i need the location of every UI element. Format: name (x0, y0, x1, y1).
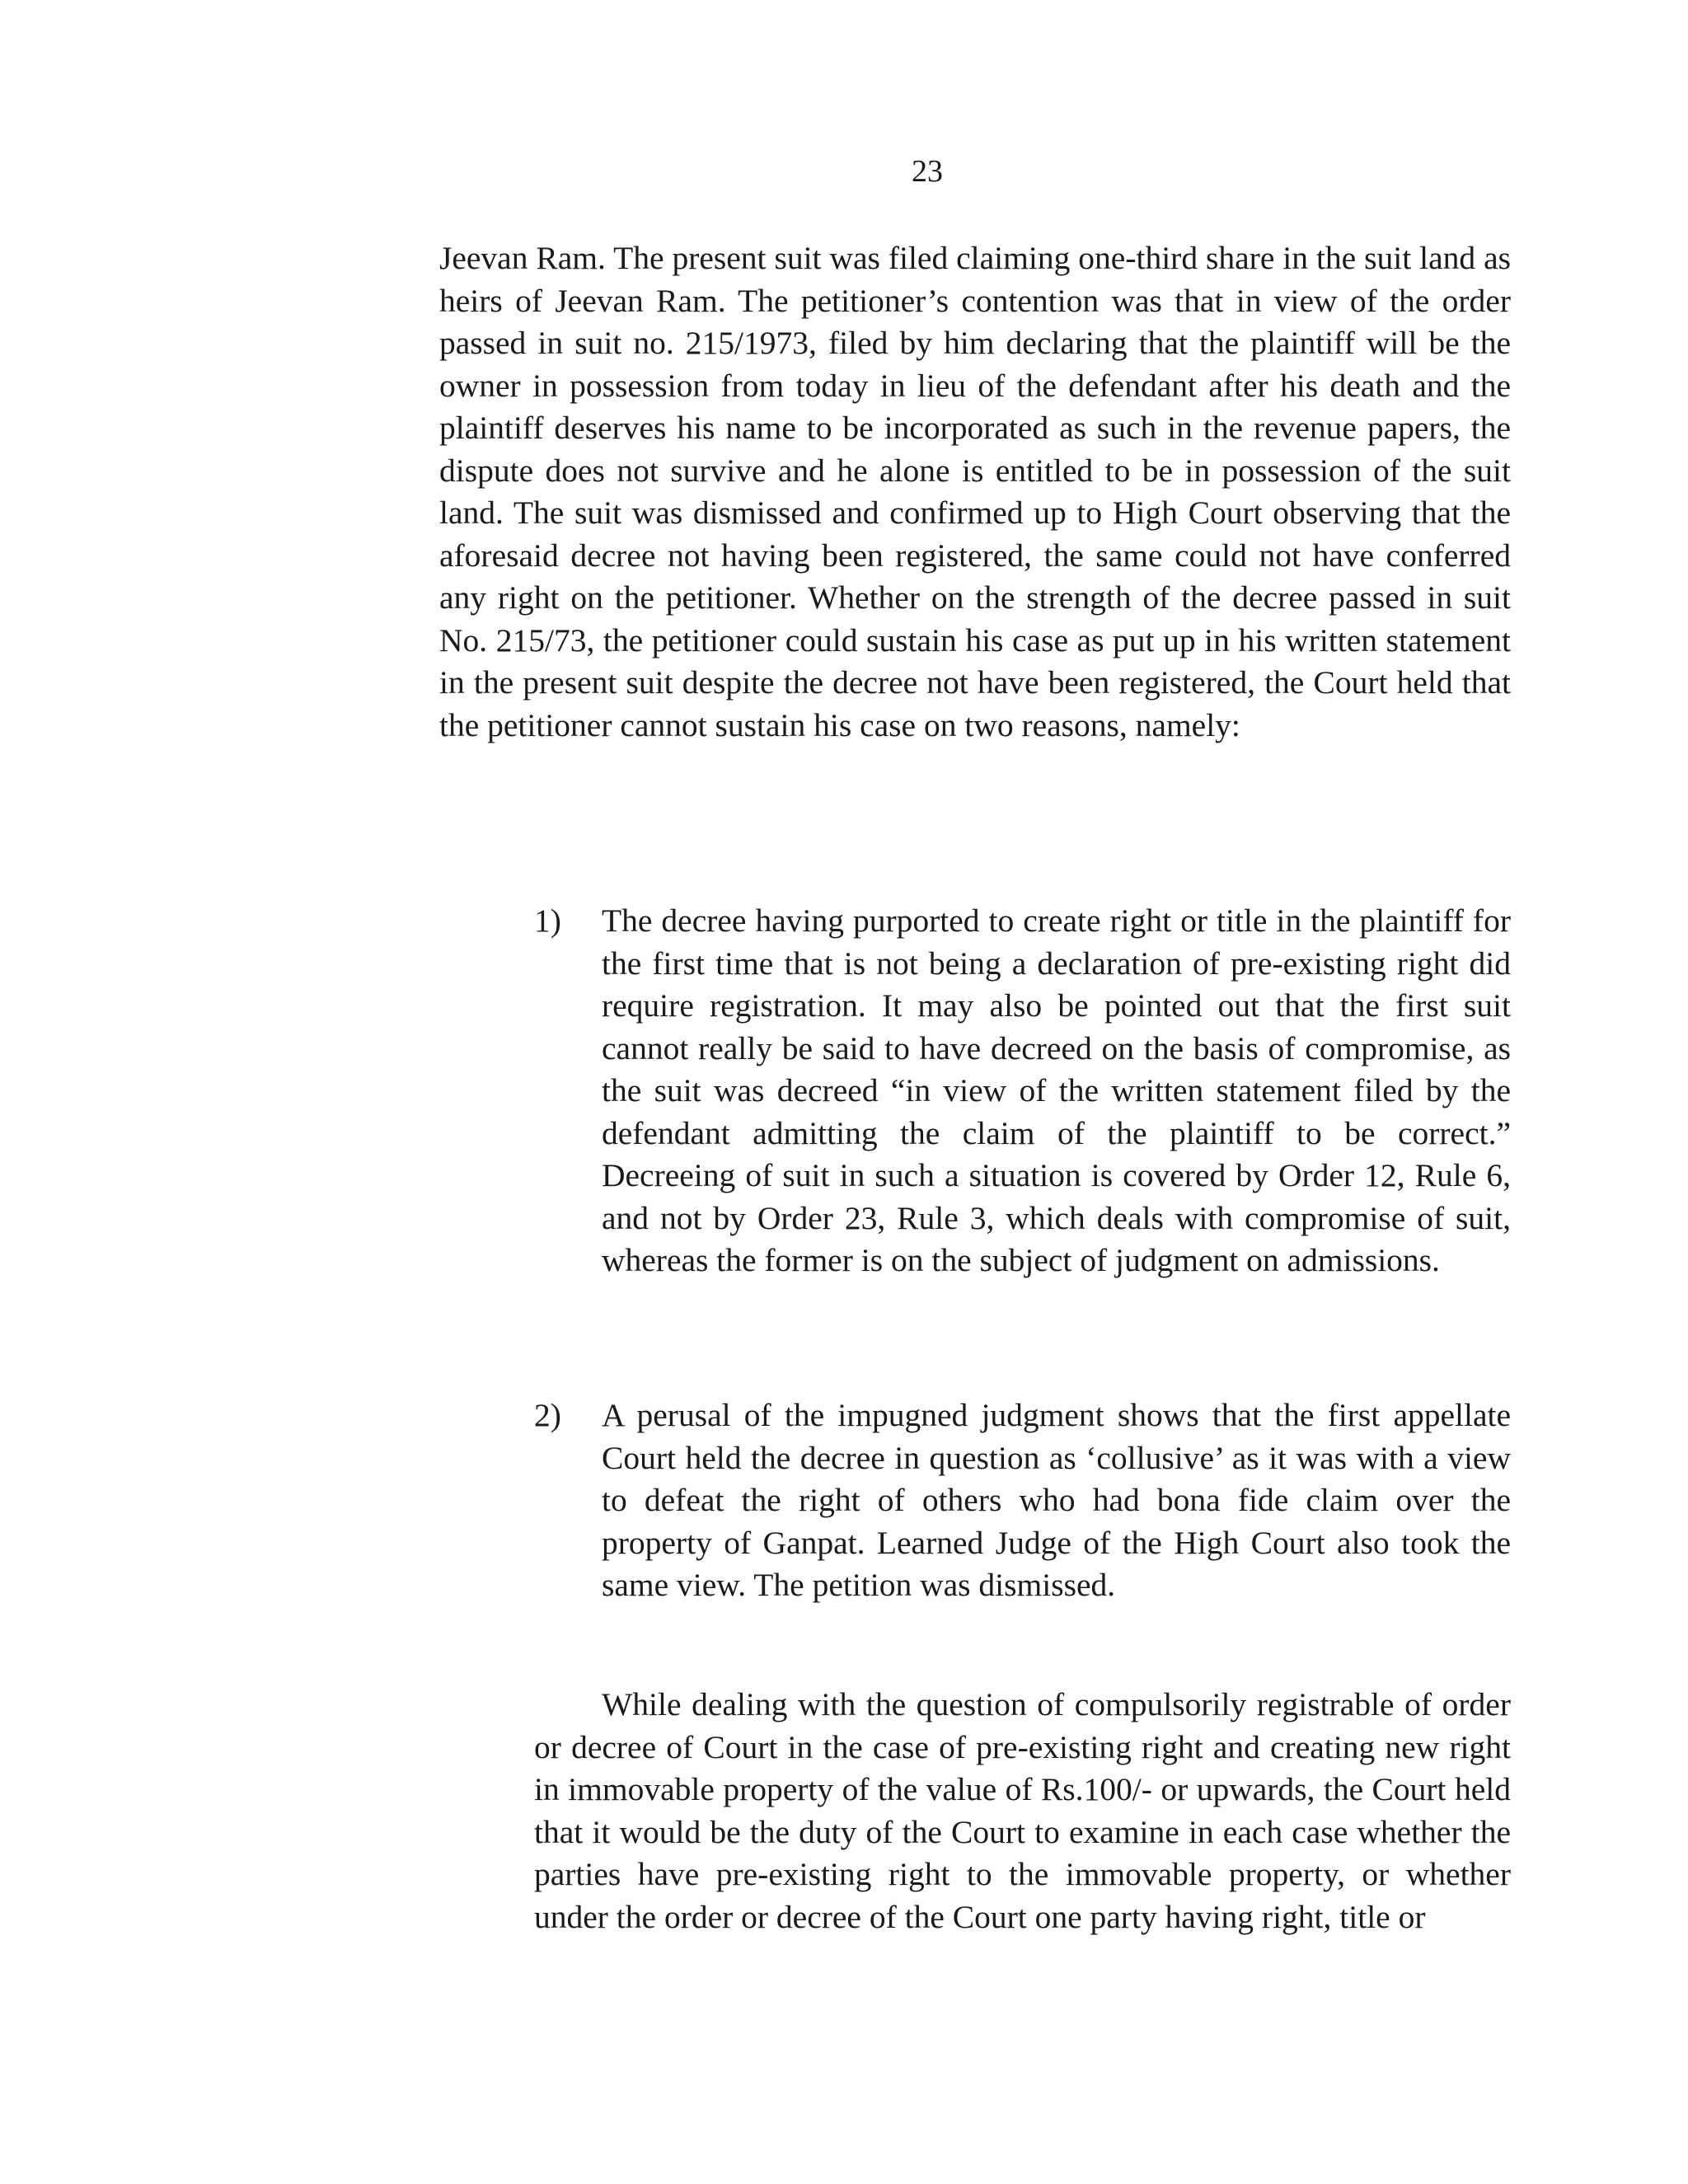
reason-1-text: The decree having purported to create right or title in the plaintiff for the first time that is not being a declaration of pre-existing right did require registration. It may also be pointed out that the first suit cannot really be said to have decreed on the basis of compromise, as the suit was decreed “in view of the written statement filed by the defendant admitting the claim of the plaintiff to be correct.” Decreeing of suit in such a situation is covered by Order 12, Rule 6, and not by Order 23, Rule 3, which deals with compromise of suit, whereas the former is on the subject of judgment on admissions. (602, 902, 1511, 1278)
reason-list-item (534, 1394, 1511, 1640)
reason-1 (534, 900, 1511, 1282)
reason-2 (534, 1394, 1511, 1607)
reason-list-item (534, 900, 1511, 1315)
paragraph-registration-discussion: While dealing with the question of compulsorily registrable of order or decree of Court in the case of pre-existing right and creating new right in immovable property of the value of Rs.100/- or upwards, the Court held that it would be the duty of the Court to examine in each case whether the parties have pre-existing right to the immovable property, or whether under the order or decree of the Court one party having right, title or (534, 1686, 1511, 1935)
reason-2-number: 2) (534, 1397, 561, 1433)
paragraph-case-summary: Jeevan Ram. The present suit was filed claiming one-third share in the suit land as heirs of Jeevan Ram. The petitioner’s contention was that in view of the order passed in suit no. 215/1973, filed by him declaring that the plaintiff will be the owner in possession from today in lieu of the defendant after his death and the plaintiff deserves his name to be incorporated as such in the revenue papers, the dispute does not survive and he alone is entitled to be in possession of the suit land. The suit was dismissed and confirmed up to High Court observing that the aforesaid decree not having been registered, the same could not have conferred any right on the petitioner. Whether on the strength of the decree passed in suit No. 215/73, the petitioner could sustain his case as put up in his written statement in the present suit despite the decree not have been registered, the Court held that the petitioner cannot sustain his case on two reasons, namely: (439, 240, 1511, 743)
page-number: 23 (912, 154, 943, 189)
reason-1-number: 1) (534, 902, 561, 939)
reason-2-text: A perusal of the impugned judgment shows that the first appellate Court held the decree in question as ‘collusive’ as it was with a view to defeat the right of others who had bona fide claim over the property of Ganpat. Learned Judge of the High Court also took the same view. The petition was dismissed. (602, 1397, 1511, 1603)
